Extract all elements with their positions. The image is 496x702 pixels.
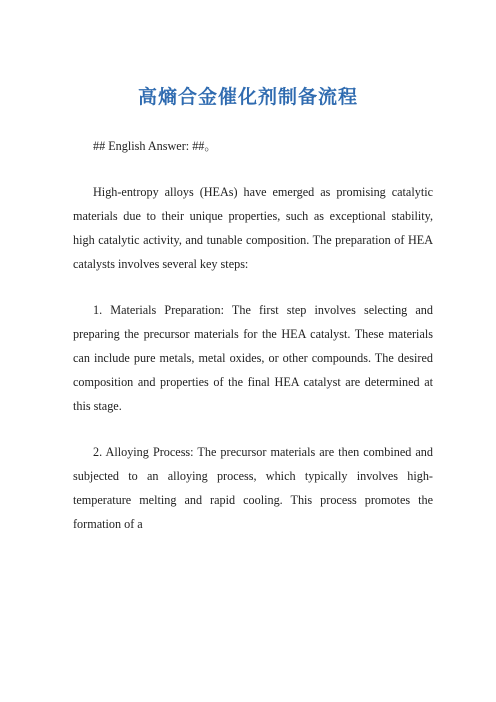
document-title: 高熵合金催化剂制备流程: [137, 86, 358, 108]
paragraph-heading: ## English Answer: ##。: [93, 139, 217, 153]
paragraph-intro: High-entropy alloys (HEAs) have emerged as promising catalytic materials due to their unique properties, such as exceptional stability, high catalytic activity, and tunable composition. The preparation of HEA catalysts involves several key steps:: [73, 185, 433, 271]
document-body: [73, 134, 433, 558]
paragraph-step-1: 1. Materials Preparation: The first step involves selecting and preparing the precursor materials for the HEA catalyst. These materials can include pure metals, metal oxides, or other compounds. The desired composition and properties of the final HEA catalyst are determined at this stage.: [73, 303, 433, 413]
paragraph-step-2: 2. Alloying Process: The precursor materials are then combined and subjected to an alloying process, which typically involves high-temperature melting and rapid cooling. This process promotes the formation of a: [73, 445, 433, 531]
